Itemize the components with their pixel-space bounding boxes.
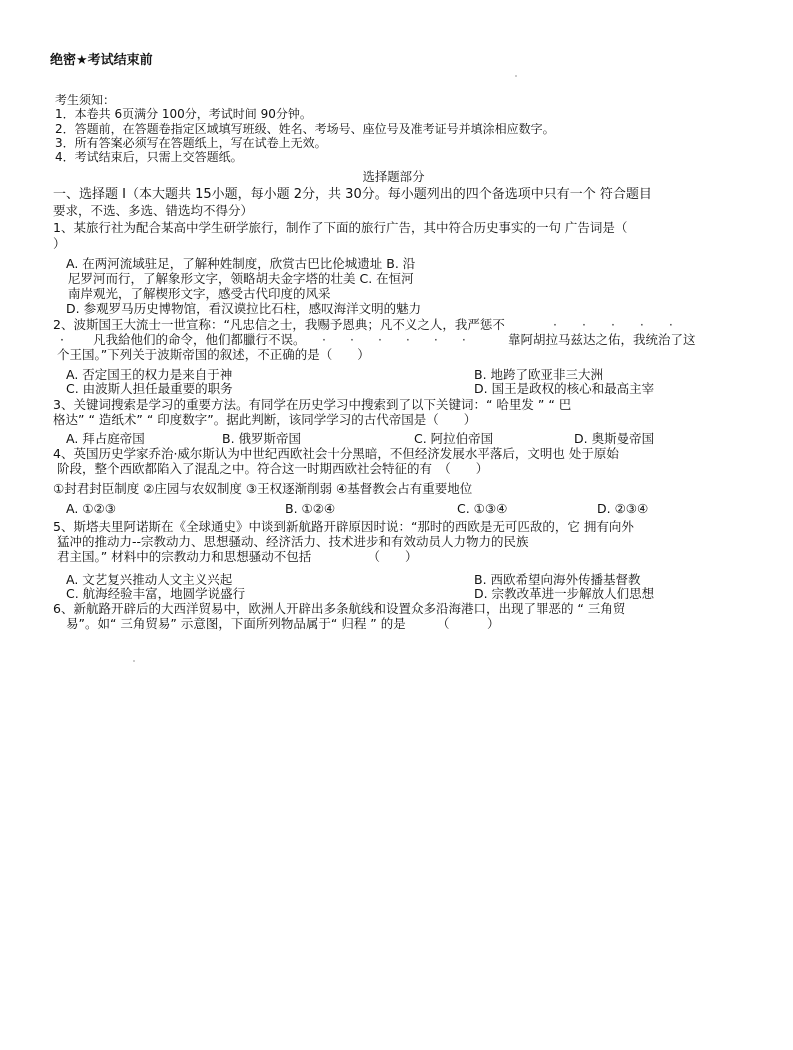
question-stem: 5、斯塔夫里阿诺斯在《全球通史》中谈到新航路开辟原因时说：“那时的西欧是无可匹敌的，它 拥有向外 — [53, 519, 634, 534]
part-instruction-cont: 要求，不选、多选、错选均不得分） — [53, 203, 254, 218]
option-a: A. 拜占庭帝国 — [66, 431, 145, 446]
option-d: D. 奥斯曼帝国 — [574, 431, 655, 446]
notice-title: 考生须知： — [55, 93, 116, 107]
scan-speck — [515, 75, 517, 77]
option-b: B. ①②④ — [285, 501, 336, 516]
question-stem: 1、某旅行社为配合某高中学生研学旅行，制作了下面的旅行广告，其中符合历史事实的一句 广告词是（ — [53, 220, 628, 235]
emphasis-dots: ······ — [322, 332, 490, 347]
option-b: B. 地跨了欧亚非三大洲 — [474, 367, 604, 382]
option-a: A. 否定国王的权力是来自于神 — [66, 367, 233, 382]
option-b-cont: 尼罗河而行，了解象形文字，领略胡夫金字塔的壮美 C. 在恒河 — [68, 271, 414, 286]
question-stem-cont: ） — [53, 236, 66, 251]
option-a: A. 在两河流域驻足，了解种姓制度，欣赏古巴比伦城遗址 B. 沿 — [66, 256, 416, 271]
option-b: B. 西欧希望向海外传播基督教 — [474, 572, 641, 587]
confidential-header: 绝密★考试结束前 — [50, 53, 153, 68]
option-a: A. ①②③ — [66, 501, 116, 516]
option-c: C. 由波斯人担任最重要的职务 — [66, 381, 233, 396]
option-d: D. 参观罗马历史博物馆，看汉谟拉比石柱，感叹海洋文明的魅力 — [66, 301, 422, 316]
notice-item: 2．答题前，在答题卷指定区域填写班级、姓名、考场号、座位号及准考证号并填涂相应数字。 — [55, 122, 555, 136]
question-stem: 3、关键词搜索是学习的重要方法。有同学在历史学习中搜索到了以下关键词：“ 哈里发 ” “ 巴 — [53, 397, 572, 412]
question-items: ①封君封臣制度 ②庄园与农奴制度 ③王权逐渐削弱 ④基督教会占有重要地位 — [53, 481, 473, 496]
option-d: D. ②③④ — [597, 501, 649, 516]
notice-item: 3．所有答案必须写在答题纸上，写在试卷上无效。 — [55, 136, 327, 150]
question-stem-cont: 个王国。”下列关于波斯帝国的叙述，不正确的是（ ） — [57, 347, 370, 362]
question-stem: 2、波斯国王大流士一世宣称：“凡忠信之士，我赐予恩典；凡不义之人，我严惩不 — [53, 317, 505, 332]
question-stem-cont: 猛冲的推动力--宗教动力、思想骚动、经济活力、技术进步和有效动员人力物力的民族 — [57, 534, 529, 549]
notice-item: 1．本卷共 6页满分 100分，考试时间 90分钟。 — [55, 107, 312, 121]
option-b: B. 俄罗斯帝国 — [222, 431, 302, 446]
emphasis-dot: · — [60, 332, 64, 347]
question-stem-cont: 易”。如“ 三角贸易” 示意图，下面所列物品属于“ 归程 ” 的是 （ ） — [66, 616, 500, 631]
question-stem: 4、英国历史学家乔治·威尔斯认为中世纪西欧社会十分黑暗，不但经济发展水平落后，文明也 处于原始 — [53, 446, 619, 461]
option-c-cont: 南岸观光，了解楔形文字，感受古代印度的风采 — [68, 286, 331, 301]
part-instruction: 一、选择题 I（本大题共 15小题，每小题 2分，共 30分。每小题列出的四个备选项中只有一个 符合题目 — [53, 187, 652, 202]
option-d: D. 国王是政权的核心和最高主宰 — [474, 381, 655, 396]
option-c: C. 航海经验丰富，地圆学说盛行 — [66, 586, 246, 601]
option-d: D. 宗教改革进一步解放人们思想 — [474, 586, 655, 601]
question-stem-cont: 君主国。” 材料中的宗教动力和思想骚动不包括 （ ） — [57, 549, 418, 564]
scan-speck — [133, 660, 135, 662]
question-stem: 6、新航路开辟后的大西洋贸易中，欧洲人开辟出多条航线和设置众多沿海港口，出现了罪恶的 “ 三角贸 — [53, 601, 626, 616]
question-stem-cont: 格达” “ 造纸术” “ 印度数字”。据此判断，该同学学习的古代帝国是（ ） — [53, 412, 477, 427]
emphasis-dots: ····· — [553, 317, 698, 332]
section-title: 选择题部分 — [362, 169, 425, 184]
option-c: C. ①③④ — [457, 501, 508, 516]
option-a: A. 文艺复兴推动人文主义兴起 — [66, 572, 233, 587]
question-stem-cont: 凡我給他们的命令，他们都臘行不误。 — [93, 332, 306, 347]
option-c: C. 阿拉伯帝国 — [414, 431, 494, 446]
question-stem-cont: 靠阿胡拉马兹达之佑，我统治了这 — [508, 332, 696, 347]
notice-item: 4．考试结束后，只需上交答题纸。 — [55, 150, 243, 164]
question-stem-cont: 阶段，整个西欧都陷入了混乱之中。符合这一时期西欧社会特征的有 （ ） — [57, 461, 489, 476]
